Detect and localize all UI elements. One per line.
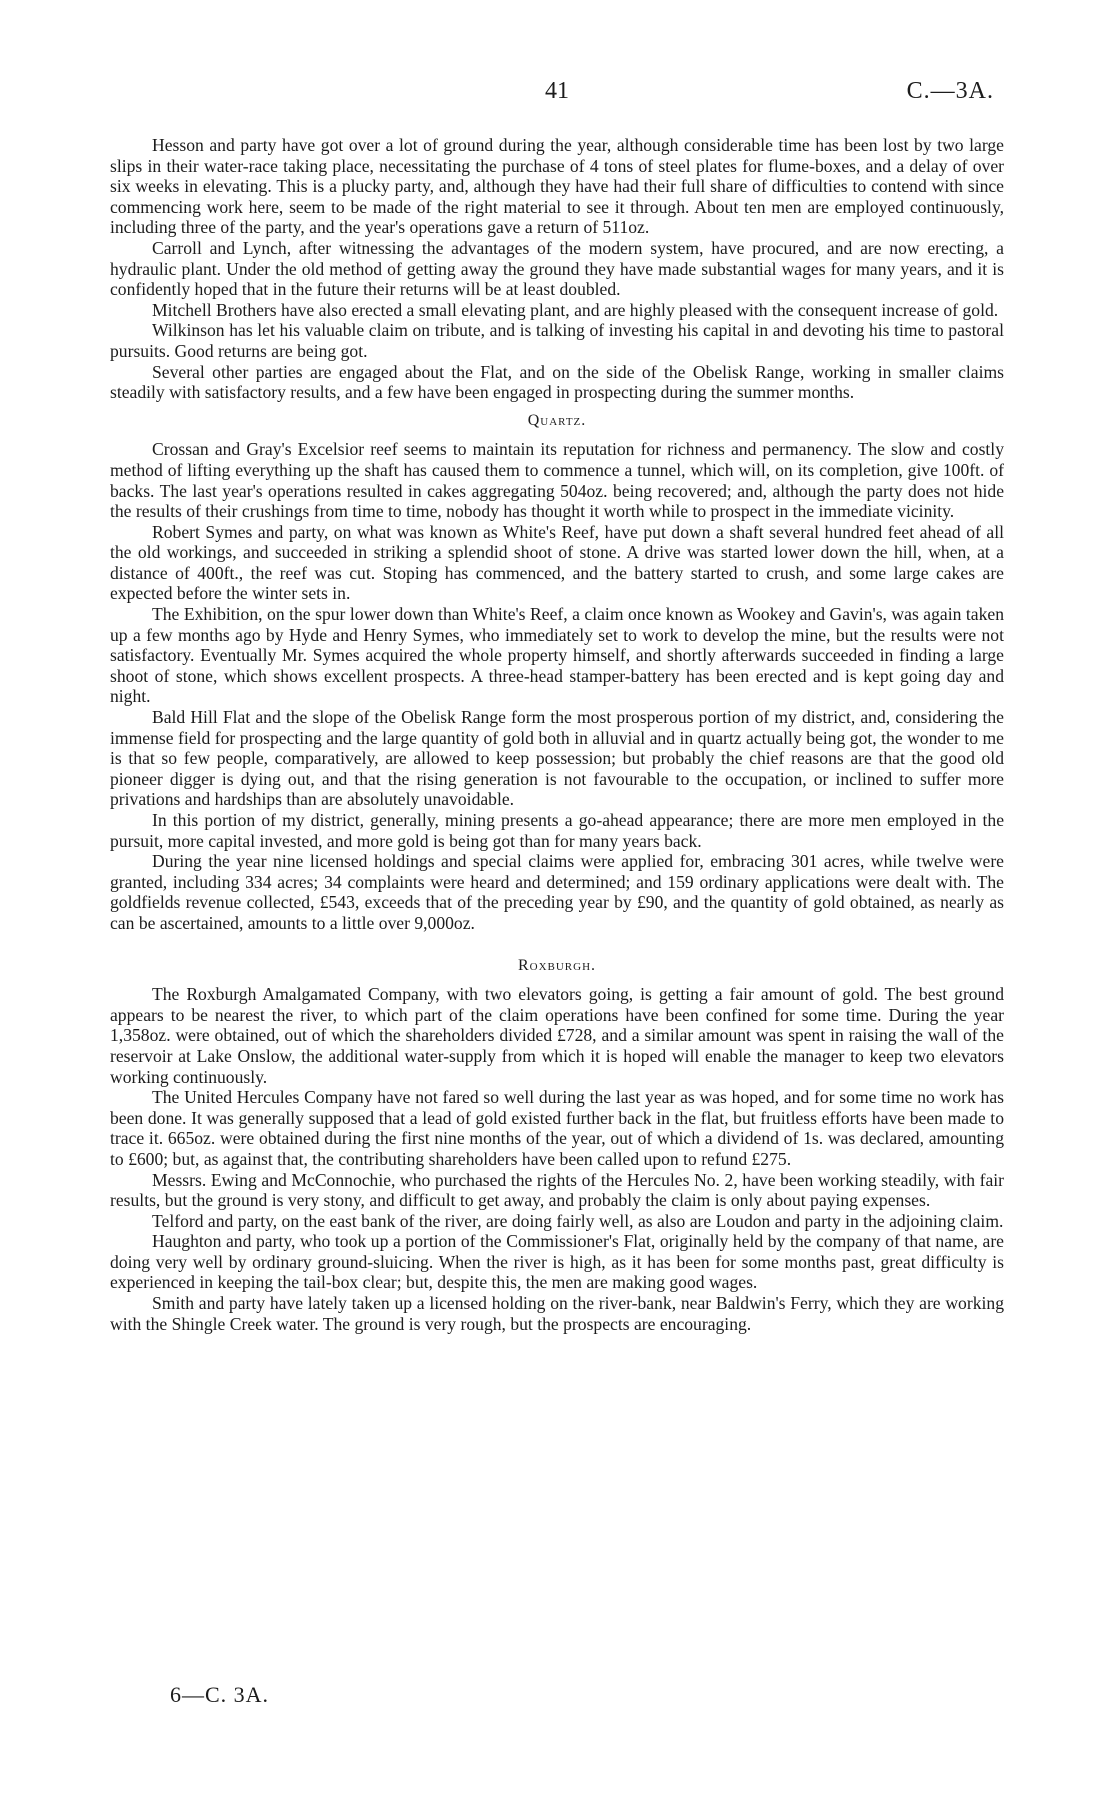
page-number: 41 bbox=[545, 78, 569, 104]
paragraph: Carroll and Lynch, after witnessing the advantages of the modern system, have procured, and are now erecting, a hydraulic plant. Under the old method of getting away the ground they have made substantial wages for many years, and it is confidently hoped that in the future their returns will be at least doubled. bbox=[110, 237, 1004, 300]
document-reference: C.—3A. bbox=[906, 78, 994, 104]
paragraph: Several other parties are engaged about the Flat, and on the side of the Obelisk Range, working in smaller claims steadily with satisfactory results, and a few have been engaged in prospecting during the summer months. bbox=[110, 361, 1004, 403]
paragraph: Bald Hill Flat and the slope of the Obelisk Range form the most prosperous portion of my district, and, considering the immense field for prospecting and the large quantity of gold both in alluvial and in quartz actually being got, the wonder to me is that so few people, comparatively, are allowed to keep possession; but probably the chief reasons are that the good old pioneer digger is dying out, and that the rising generation is not favourable to the occupation, or inclined to suffer more privations and hardships than are absolutely unavoidable. bbox=[110, 707, 1004, 810]
paragraph: Robert Symes and party, on what was known as White's Reef, have put down a shaft several hundred feet ahead of all the old workings, and succeeded in striking a splendid shoot of stone. A drive was started lower down the hill, when, at a distance of 400ft., the reef was cut. Stoping has commenced, and the battery started to crush, and some large cakes are expected before the winter sets in. bbox=[110, 521, 1004, 604]
paragraph: The United Hercules Company have not fared so well during the last year as was hoped, and for some time no work has been done. It was generally supposed that a lead of gold existed further back in the flat, but fruitless efforts have been made to trace it. 665oz. were obtained during the first nine months of the year, out of which a dividend of 1s. was declared, amounting to £600; but, as against that, the contributing shareholders have been called upon to refund £275. bbox=[110, 1087, 1004, 1169]
paragraph: Mitchell Brothers have also erected a small elevating plant, and are highly pleased with the consequent increase of gold. bbox=[152, 299, 999, 320]
paragraph: Telford and party, on the east bank of the river, are doing fairly well, as also are Loudon and party in the adjoining claim. bbox=[152, 1210, 1004, 1231]
section-heading-roxburgh: Roxburgh. bbox=[517, 956, 597, 974]
paragraph: Wilkinson has let his valuable claim on tribute, and is talking of investing his capital in and devoting his time to pastoral pursuits. Good returns are being got. bbox=[110, 320, 1004, 361]
sheet-reference: 6—C. 3A. bbox=[170, 1682, 270, 1707]
paragraph: In this portion of my district, generally, mining presents a go-ahead appearance; there are more men employed in the pursuit, more capital invested, and more gold is being got than for many years back. bbox=[110, 810, 1004, 851]
paragraph: During the year nine licensed holdings and special claims were applied for, embracing 301 acres, while twelve were granted, including 334 acres; 34 complaints were heard and determined; and 159 ordinary applications were dealt with. The goldfields revenue collected, £543, exceeds that of the preceding year by £90, and the quantity of gold obtained, as nearly as can be ascertained, amounts to a little over 9,000oz. bbox=[110, 851, 1004, 933]
paragraph: Hesson and party have got over a lot of ground during the year, although considerable time has been lost by two large slips in their water-race taking place, necessitating the purchase of 4 tons of steel plates for flume-boxes, and a delay of over six weeks in elevating. This is a plucky party, and, although they have had their full share of difficulties to contend with since commencing work here, seem to be made of the right material to see it through. About ten men are employed continuously, including three of the party, and the year's operations gave a return of 511oz. bbox=[110, 135, 1004, 238]
paragraph: Haughton and party, who took up a portion of the Commissioner's Flat, originally held by the company of that name, are doing very well by ordinary ground-sluicing. When the river is high, as it has been for some months past, great difficulty is experienced in keeping the tail-box clear; but, despite this, the men are making good wages. bbox=[110, 1231, 1004, 1293]
paragraph: The Roxburgh Amalgamated Company, with two elevators going, is getting a fair amount of gold. The best ground appears to be nearest the river, to which part of the claim operations have been confined for some time. During the year 1,358oz. were obtained, out of which the shareholders divided £728, and a similar amount was spent in raising the wall of the reservoir at Lake Onslow, the additional water-supply from which it is hoped will enable the manager to keep two elevators working continuously. bbox=[110, 984, 1004, 1087]
page-header bbox=[0, 78, 1114, 118]
document-body bbox=[110, 135, 1004, 1334]
paragraph: The Exhibition, on the spur lower down than White's Reef, a claim once known as Wookey and Gavin's, was again taken up a few months ago by Hyde and Henry Symes, who immediately set to work to develop the mine, but the results were not satisfactory. Eventually Mr. Symes acquired the whole property himself, and shortly afterwards succeeded in finding a large shoot of stone, which shows excellent prospects. A three-head stamper-battery has been erected and is kept going day and night. bbox=[110, 604, 1004, 707]
paragraph: Smith and party have lately taken up a licensed holding on the river-bank, near Baldwin's Ferry, which they are working with the Shingle Creek water. The ground is very rough, but the prospects are encouraging. bbox=[110, 1293, 1004, 1334]
paragraph: Crossan and Gray's Excelsior reef seems to maintain its reputation for richness and permanency. The slow and costly method of lifting everything up the shaft has caused them to commence a tunnel, which will, on its completion, give 100ft. of backs. The last year's operations resulted in cakes aggregating 504oz. being recovered; and, although the party does not hide the results of their crushings from time to time, nobody has thought it worth while to prospect in the immediate vicinity. bbox=[110, 439, 1004, 522]
section-heading-quartz: Quartz. bbox=[527, 411, 587, 429]
paragraph: Messrs. Ewing and McConnochie, who purchased the rights of the Hercules No. 2, have been working steadily, with fair results, but the ground is very stony, and difficult to get away, and probably the claim is only about paying expenses. bbox=[110, 1169, 1004, 1211]
